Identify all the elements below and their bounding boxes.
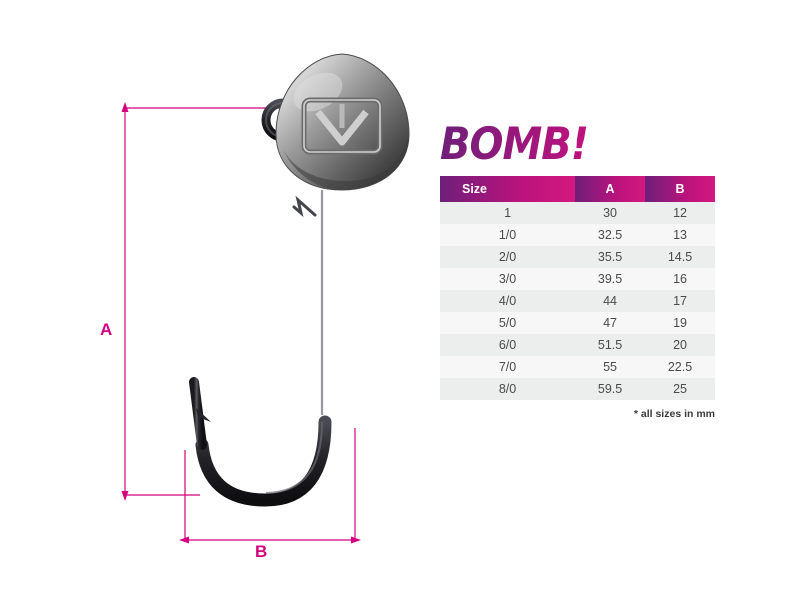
dimension-label-b: B (255, 542, 268, 561)
size-table (440, 176, 715, 400)
product-illustration (80, 30, 410, 570)
cell-a: 59.5 (597, 382, 623, 396)
table-row (440, 268, 715, 290)
table-header-row (440, 176, 715, 202)
cell-a: 51.5 (597, 338, 623, 352)
table-row (440, 356, 715, 378)
cell-a: 30 (603, 206, 618, 220)
units-footnote: * all sizes in mm (633, 408, 715, 420)
cell-size: 4/0 (498, 294, 517, 308)
hook-shape (194, 180, 325, 500)
cell-size: 3/0 (498, 272, 517, 286)
table-row (440, 246, 715, 268)
cell-b: 22.5 (667, 360, 693, 374)
size-table-body (440, 202, 715, 400)
table-row (440, 378, 715, 400)
cell-size: 1 (504, 206, 512, 220)
cell-b: 14.5 (667, 250, 693, 264)
cell-a: 32.5 (597, 228, 623, 242)
cell-size: 5/0 (498, 316, 517, 330)
cell-size: 8/0 (498, 382, 517, 396)
cell-a: 47 (603, 316, 618, 330)
table-row (440, 312, 715, 334)
dimension-label-a: A (100, 320, 113, 339)
cell-a: 44 (603, 294, 618, 308)
cell-a: 55 (603, 360, 618, 374)
cell-size: 6/0 (498, 338, 517, 352)
column-header-b: B (645, 176, 715, 202)
table-row (440, 202, 715, 224)
cell-a: 39.5 (597, 272, 623, 286)
cell-size: 7/0 (498, 360, 517, 374)
table-row (440, 224, 715, 246)
size-table-head (440, 176, 715, 202)
table-row (440, 290, 715, 312)
table-row (440, 334, 715, 356)
cell-b: 13 (673, 228, 687, 242)
product-title: BOMB! (440, 120, 715, 169)
cell-size: 1/0 (498, 228, 517, 242)
cell-b: 16 (673, 272, 687, 286)
column-header-size: Size (440, 176, 575, 202)
cell-b: 25 (673, 382, 687, 396)
cell-a: 35.5 (597, 250, 623, 264)
column-header-a: A (575, 176, 645, 202)
cell-size: 2/0 (498, 250, 517, 264)
cell-b: 20 (673, 338, 687, 352)
cell-b: 17 (673, 294, 687, 308)
jig-hook-drawing (80, 30, 410, 570)
spec-panel (440, 120, 715, 420)
cell-b: 19 (673, 316, 687, 330)
lead-head (276, 54, 409, 190)
cell-b: 12 (673, 206, 687, 220)
